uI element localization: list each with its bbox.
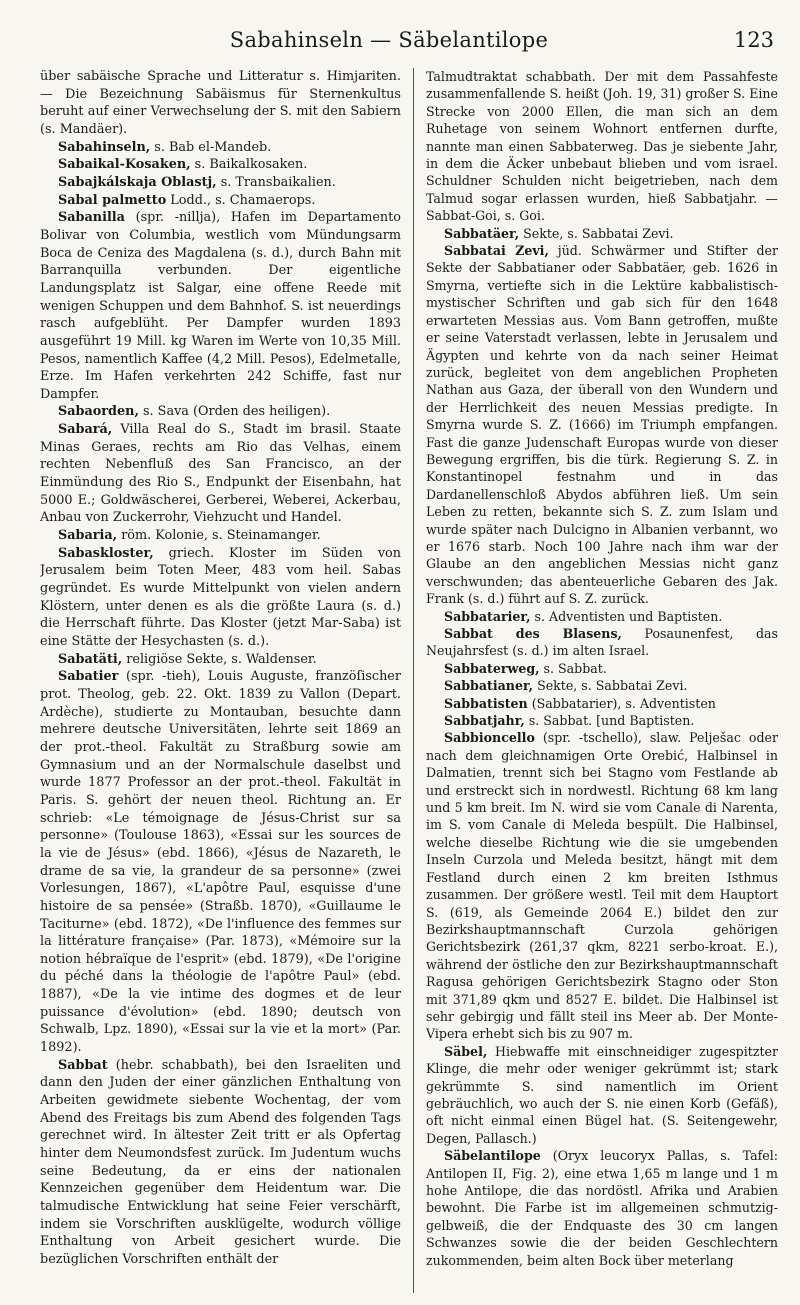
dictionary-entry: [426, 1147, 778, 1269]
entry-text: Sekte, s. Sabbatai Zevi.: [533, 678, 688, 694]
entry-headword: Sabbioncello: [444, 730, 535, 746]
entry-headword: Sabbatjahr,: [444, 713, 525, 729]
dictionary-entry: [40, 527, 401, 545]
entry-headword: Sabajkálskaja Oblastj,: [58, 174, 217, 190]
running-title: Sabahinseln — Säbelantilope: [229, 28, 549, 52]
dictionary-entry: [426, 677, 778, 694]
entry-text: (spr. -tieh), Louis Auguste, franzöſischer prot. Theolog, geb. 22. Okt. 1839 zu Vallon (Depart. Ardèche), studierte zu Montauban, besuchte dann mehrere deutsche Universitäten, lehrte seit 1869 an der prot.-theol. Fakultät zu Straßburg sowie am Gymnasium und an der Normalschule daselbst und wurde 1877 Professor an der prot.-theol. Fakultät in Paris. S. gehört der neuen theol. Richtung an. Er schrieb: «Le témoignage de Jésus-Christ sur sa personne» (Toulouse 1863), «Essai sur les sources de la vie de Jésus» (ebd. 1866), «Jésus de Nazareth, le drame de sa vie, la grandeur de sa personne» (zwei Vorlesungen, 1867), «L'apôtre Paul, esquisse d'une histoire de sa pensée» (Straßb. 1870), «Guillaume le Taciturne» (ebd. 1872), «De l'influence des femmes sur la littérature française» (Par. 1873), «Mémoire sur la notion hébraïque de l'esprit» (ebd. 1879), «De l'origine du péché dans la théologie de l'apôtre Paul» (ebd. 1887), «De la vie intime des dogmes et de leur puissance d'évolution» (ebd. 1890; deutsch von Schwalb, Lpz. 1890), «Essai sur la vie et la mort» (Par. 1892).: [40, 669, 401, 1056]
entry-headword: Sabanilla: [58, 210, 125, 226]
dictionary-entry: [426, 68, 778, 225]
dictionary-entry: [40, 209, 401, 403]
dictionary-entry: [426, 242, 778, 608]
entry-text: jüd. Schwärmer und Stifter der Sekte der Sabbatianer oder Sabbatäer, geb. 1626 in Smyrna, vertiefte sich in die Lektüre kabbalistisch-mystischer Schriften und gab sich für den 1648 erwarteten Messias aus. Vom Bann getroffen, mußte er seine Vaterstadt verlassen, lebte in Jerusalem und Ägypten und kehrte von da nach seiner Heimat zurück, begleitet von dem angeblichen Propheten Nathan aus Gaza, der überall von den Wundern und der Herrlichkeit des neuen Messias predigte. In Smyrna wurde S. Z. (1666) im Triumph empfangen. Fast die ganze Judenschaft Europas wurde von dieser Bewegung ergriffen, bis die türk. Regierung S. Z. in Konstantinopel festnahm und in das Dardanellenschloß Abydos abführen ließ. Um sein Leben zu retten, bekannte sich S. Z. zum Islam und wurde später nach Dulcigno in Albanien verbannt, wo er 1676 starb. Noch 100 Jahre nach ihm war der Glaube an den angeblichen Messias nicht ganz verschwunden; das abenteuerliche Gebaren des Jak. Frank (s. d.) führt auf S. Z. zurück.: [426, 243, 778, 607]
entry-headword: Sabal palmetto: [58, 192, 167, 208]
dictionary-entry: [40, 403, 401, 421]
dictionary-entry: [40, 174, 401, 192]
entry-text: s. Adventisten und Baptisten.: [530, 608, 723, 624]
entry-headword: Sabaskloster,: [58, 545, 154, 561]
entry-headword: Sabaorden,: [58, 404, 139, 420]
entry-text: röm. Kolonie, s. Steinamanger.: [117, 528, 321, 544]
dictionary-entry: [426, 660, 778, 677]
page-number: 123: [733, 28, 774, 52]
entry-headword: Sabaria,: [58, 528, 118, 544]
entry-headword: Sabbat des Blasens,: [444, 626, 622, 641]
dictionary-entry: [426, 695, 778, 712]
entry-text: s. Bab el-Mandeb.: [150, 139, 272, 155]
entry-text: Sekte, s. Sabbatai Zevi.: [519, 225, 674, 241]
dictionary-entry: [426, 1043, 778, 1147]
entry-text: über sabäische Sprache und Litteratur s. Himjariten. — Die Bezeichnung Sabäismus für Sternenkultus beruht auf einer Verwechselung der S. mit den Sabiern (s. Mandäer).: [40, 69, 401, 137]
entry-text: (Oryx leucoryx Pallas, s. Tafel: Antilopen II, Fig. 2), eine etwa 1,65 m lange und 1 m hohe Antilope, die das nordöstl. Afrika und Arabien bewohnt. Die Farbe ist im allgemeinen schmutzig-gelbweiß, die der Endquaste des 30 cm langen Schwanzes sowie die der beiden Geschlechtern zukommenden, beim alten Bock über meterlang: [426, 1148, 778, 1268]
entry-headword: Sabbatarier,: [444, 608, 531, 624]
entry-text: Posaunenfest, das Neujahrsfest (s. d.) im alten Israel.: [426, 626, 778, 659]
entry-headword: Säbelantilope: [444, 1148, 541, 1164]
entry-text: griech. Kloster im Süden von Jerusalem beim Toten Meer, 483 vom heil. Sabas gegründet. Es wurde Mittelpunkt von vielen andern Klöstern, unter denen es als die größte Laura (s. d.) die Herrschaft führte. Das Kloster (jetzt Mar-Saba) ist eine Stätte der Hesychasten (s. d.).: [40, 545, 401, 649]
entry-text: (spr. -nillja), Hafen im Departamento Bolivar von Columbia, westlich vom Mündungsarm Boca de Ceniza des Magdalena (s. d.), durch Bahn mit Barranquilla verbunden. Der eigentliche Landungsplatz ist Salgar, eine offene Reede mit wenigen Schuppen und dem Bahnhof. S. ist neuerdings rasch aufgeblüht. Per Dampfer wurden 1893 ausgeführt 19 Mill. kg Waren im Werte von 10,35 Mill. Pesos, namentlich Kaffee (4,2 Mill. Pesos), Edelmetalle, Erze. Im Hafen verkehrten 242 Schiffe, fast nur Dampfer.: [40, 210, 401, 402]
entry-text: Talmudtraktat schabbath. Der mit dem Passahfeste zusammenfallende S. heißt (Joh. 19, 31) großer S. Eine Strecke von 2000 Ellen, die man sich an dem Ruhetage von seinem Wohnort entfernen durfte, nannte man einen Sabbaterweg. Das je siebente Jahr, in dem die Äcker unbebaut blieben und vom israel. Schuldner Schulden nicht beigetrieben, nach dem Talmud sogar erlassen wurden, hieß Sabbatjahr. — Sabbat-Goi, s. Goi.: [426, 69, 778, 224]
dictionary-entry: [426, 625, 778, 660]
left-column: [40, 68, 413, 1293]
entry-text: (hebr. schabbath), bei den Israeliten und dann den Juden der einer gänzlichen Enthaltung von Arbeiten gewidmete siebente Wochentag, der vom Abend des Freitags bis zum Abend des folgenden Tags gerechnet wird. In ältester Zeit tritt er als Opfertag hinter dem Neumondsfest zurück. Im Judentum wuchs seine Bedeutung, da er eins der nationalen Kennzeichen gegenüber dem Heidentum war. Die talmudische Entwicklung hat seine Feier verschärft, indem sie Vorschriften ausklügelte, wodurch völlige Enthaltung von Arbeit gesichert wurde. Die bezüglichen Vorschriften enthält der: [40, 1057, 401, 1267]
entry-text: s. Transbaikalien.: [216, 174, 336, 190]
entry-headword: Sabbaterweg,: [444, 660, 540, 676]
dictionary-entry: [40, 668, 401, 1056]
entry-text: Villa Real do S., Stadt im brasil. Staate Minas Geraes, rechts am Rio das Velhas, einem rechten Nebenfluß des San Francisco, an der Einmündung des Rio S., Endpunkt der Eisenbahn, hat 5000 E.; Goldwäscherei, Gerberei, Weberei, Ackerbau, Anbau von Zuckerrohr, Viehzucht und Handel.: [40, 422, 401, 526]
dictionary-entry: [40, 192, 401, 210]
dictionary-entry: [426, 608, 778, 625]
entry-headword: Sabahinseln,: [58, 139, 151, 155]
entry-headword: Sabbat: [58, 1057, 108, 1073]
dictionary-entry: [40, 421, 401, 527]
entry-text: (spr. -tschello), slaw. Pelješac oder nach dem gleichnamigen Orte Orebić, Halbinsel in Dalmatien, trennt sich bei Stagno vom Festlande ab und erstreckt sich in nordwestl. Richtung 68 km lang und 5 km breit. Im N. wird sie vom Canale di Narenta, im S. vom Canale di Meleda bespült. Die Halbinsel, welche dieselbe Richtung wie die sie umgebenden Inseln Curzola und Meleda besitzt, hängt mit dem Festland durch einen 2 km breiten Isthmus zusammen. Der größere westl. Teil mit dem Hauptort S. (619, als Gemeinde 2064 E.) bildet den zur Bezirkshauptmannschaft Curzola gehörigen Gerichtsbezirk (261,37 qkm, 8221 serbo-kroat. E.), während der östliche den zur Bezirkshauptmannschaft Ragusa gehörigen Gerichtsbezirk Stagno oder Ston mit 371,89 qkm und 8527 E. bildet. Die Halbinsel ist sehr gebirgig und fällt steil ins Meer ab. Der Monte-Vipera erhebt sich bis zu 907 m.: [426, 730, 778, 1042]
right-column: [414, 68, 778, 1293]
dictionary-entry: [40, 1057, 401, 1269]
entry-headword: Sabbatäer,: [444, 225, 520, 241]
dictionary-entry: [40, 68, 401, 139]
entry-headword: Sabará,: [58, 422, 113, 438]
entry-text: s. Sabbat.: [539, 660, 607, 676]
entry-text: (Sabbatarier), s. Adventisten: [527, 695, 716, 711]
dictionary-entry: [40, 139, 401, 157]
entry-text: Hiebwaffe mit einschneidiger zugespitzter Klinge, die mehr oder weniger gekrümmt ist; stark gekrümmte S. sind namentlich im Orient gebräuchlich, wo auch der S. nie einen Korb (Gefäß), oft nicht einmal einen Bügel hat. (S. Seitengewehr, Degen, Pallasch.): [426, 1043, 778, 1146]
entry-headword: Säbel,: [444, 1043, 488, 1059]
dictionary-entry: [426, 712, 778, 729]
dictionary-entry: [40, 156, 401, 174]
entry-text: s. Baikalkosaken.: [190, 157, 308, 173]
entry-headword: Sabbatai Zevi,: [444, 243, 549, 259]
entry-headword: Sabatier: [58, 669, 119, 685]
entry-headword: Sabbatisten: [444, 695, 528, 711]
entry-text: Lodd., s. Chamaerops.: [166, 192, 316, 208]
entry-headword: Sabatäti,: [58, 651, 123, 667]
entry-text: s. Sabbat. [und Baptisten.: [524, 713, 695, 729]
entry-headword: Sabaikal-Kosaken,: [58, 157, 191, 173]
page-header: [40, 28, 778, 62]
dictionary-entry: [40, 651, 401, 669]
dictionary-entry: [40, 545, 401, 651]
dictionary-entry: [426, 225, 778, 242]
entry-headword: Sabbatianer,: [444, 678, 534, 694]
entry-text: s. Sava (Orden des heiligen).: [138, 404, 331, 420]
entry-text: religiöse Sekte, s. Waldenser.: [122, 651, 317, 667]
text-columns: [40, 68, 778, 1293]
dictionary-entry: [426, 729, 778, 1042]
